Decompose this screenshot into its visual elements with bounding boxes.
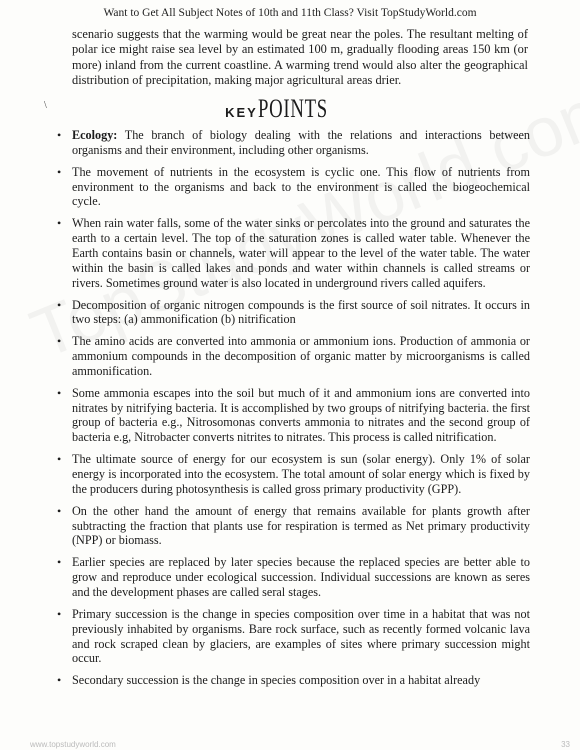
key-point-text: The amino acids are converted into ammonia or ammonium ions. Production of ammonia or ammonium compounds in the decomposition of organic matter by microorganisms is called ammonification.	[72, 334, 530, 378]
key-point-item	[56, 298, 530, 328]
bullet-dot-icon: •	[57, 216, 62, 231]
bullet-dot-icon: •	[57, 128, 62, 142]
bullet-dot-icon: •	[57, 452, 62, 467]
stray-mark: \	[44, 100, 47, 111]
bullet-dot-icon: •	[57, 555, 62, 570]
key-point-text: Decomposition of organic nitrogen compounds is the first source of soil nitrates. It occurs in two steps: (a) ammonification (b) nitrification	[72, 297, 530, 327]
key-point-item	[56, 452, 530, 496]
key-point-item	[56, 504, 530, 548]
bullet-dot-icon: •	[57, 164, 62, 179]
bullet-dot-icon: •	[57, 297, 62, 312]
key-point-text: Some ammonia escapes into the soil but much of it and ammonium ions are converted into nitrates by nitrifying bacteria. It is accomplished by two groups of nitrifying bacteria. the first group of bacteria e.g., Nitrosomonas converts ammonia to nitrates and the second group of bacteria e.g, Nitrobacter converts nitrites to nitrates. This process is called nitrification.	[72, 385, 530, 445]
key-point-text: Primary succession is the change in species composition over time in a habitat that was not previously inhabited by organisms. Bare rock surface, such as recently formed volcanic lava and rock scraped clean by glaciers, are examples of sites where primary succession might occur.	[72, 607, 530, 666]
key-point-text: On the other hand the amount of energy that remains available for plants growth after subtracting the fraction that plants use for respiration is termed as Net primary productivity (NPP) or biomass.	[72, 503, 530, 548]
key-point-item	[56, 607, 530, 666]
key-point-item	[56, 334, 530, 378]
key-points-list	[56, 128, 530, 695]
key-point-item	[56, 128, 530, 158]
key-point-item	[56, 216, 530, 290]
bullet-dot-icon: •	[57, 385, 62, 400]
bullet-dot-icon: •	[57, 607, 62, 621]
promo-banner: Want to Get All Subject Notes of 10th and 11th Class? Visit TopStudyWorld.com	[103, 7, 477, 19]
key-point-item	[56, 386, 530, 445]
key-point-text: The branch of biology dealing with the relations and interactions between organisms and their environment, including other organisms.	[72, 128, 530, 157]
key-point-item	[56, 165, 530, 209]
bullet-dot-icon: •	[57, 503, 62, 518]
key-point-text: When rain water falls, some of the water sinks or percolates into the ground and saturates the earth to a certain level. The top of the saturation zones is called water table. Whenever the Earth contains basin or channels, water will appear to the level of the water table. The water within the basin is called lakes and ponds and water within channels is called streams or rivers. Sometimes ground water is also located in underground rivers called aquifers.	[72, 216, 530, 290]
heading-points: POINTS	[257, 94, 328, 123]
bullet-dot-icon: •	[57, 334, 62, 349]
key-point-item	[56, 673, 530, 688]
page-number: 33	[561, 740, 570, 749]
intro-paragraph: scenario suggests that the warming would be great near the poles. The resultant melting of polar ice might raise sea level by an estimated 100 m, gradually flooding areas 150 km (or more) inland from the current coastline. A warming trend would also alter the geographical distribution of precipitation, making major agricultural areas drier.	[72, 27, 528, 88]
bullet-dot-icon: •	[57, 673, 62, 688]
key-point-item	[56, 555, 530, 599]
key-point-text: Earlier species are replaced by later species because the replaced species are better able to grow and reproduce under ecological succession. Individual successions are known as seres and the development phases are called seral stages.	[72, 555, 530, 600]
key-point-text: Secondary succession is the change in species composition over in a habitat already	[72, 673, 481, 688]
section-heading	[0, 94, 580, 124]
key-point-term: Ecology:	[72, 128, 118, 142]
footer-url: www.topstudyworld.com	[30, 740, 116, 749]
key-point-text: The movement of nutrients in the ecosystem is cyclic one. This flow of nutrients from environment to the organisms and back to the environment is called the biogeochemical cycle.	[72, 164, 530, 209]
key-point-text: The ultimate source of energy for our ecosystem is sun (solar energy). Only 1% of solar energy is incorporated into the ecosystem. The total amount of solar energy which is fixed by the producers during photosynthesis is called gross primary productivity (GPP).	[72, 452, 530, 496]
heading-key: KEY	[225, 105, 258, 120]
